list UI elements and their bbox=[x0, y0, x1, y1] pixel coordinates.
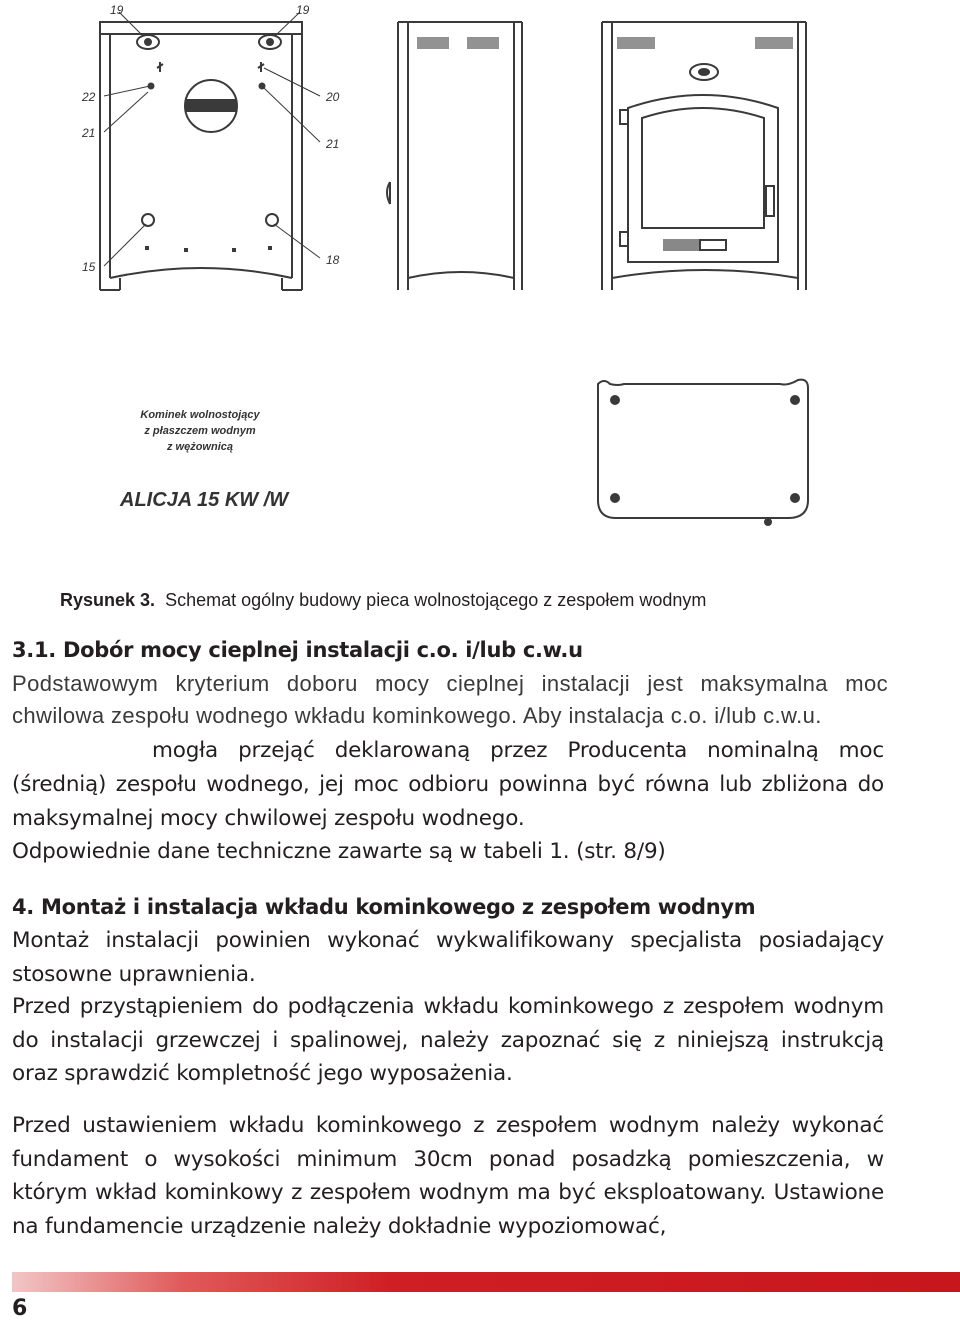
model-name: ALICJA 15 KW /W bbox=[120, 489, 289, 511]
callout-label: 21 bbox=[326, 137, 340, 151]
callout-label: 21 bbox=[82, 126, 96, 140]
callout-label: 20 bbox=[326, 90, 340, 104]
section-4-paragraph-2: Przed przystąpieniem do podłączenia wkładu kominkowego z zespołem wodnym do instalacji grzewczej i spalinowej, należy zapoznać się z niniejszą instrukcją oraz sprawdzić kompletność jego wyposażenia. bbox=[12, 994, 884, 1086]
caption-label: Rysunek 3. bbox=[60, 590, 156, 610]
section-3-1-intro: Podstawowym kryterium doboru mocy cieplnej instalacji jest maksymalna moc chwilowa zespołu wodnego wkładu kominkowego. Aby instalacja c.o. i/lub c.w.u. bbox=[12, 671, 888, 728]
model-description-line: Kominek wolnostojący bbox=[140, 409, 260, 421]
callout-label: 19 bbox=[296, 3, 310, 17]
section-heading-4: 4. Montaż i instalacja wkładu kominkowego z zespołem wodnym bbox=[12, 895, 756, 919]
model-description-line: z wężownicą bbox=[166, 441, 234, 453]
front-view-drawing bbox=[602, 22, 806, 290]
stove-schematic-figure bbox=[0, 0, 960, 570]
callout-label: 18 bbox=[326, 253, 340, 267]
callout-label: 19 bbox=[110, 3, 124, 17]
section-4-paragraph-1: Montaż instalacji powinien wykonać wykwalifikowany specjalista posiadający stosowne uprawnienia. bbox=[12, 928, 884, 987]
section-4-paragraph-3: Przed ustawieniem wkładu kominkowego z zespołem wodnym należy wykonać fundament o wysokości minimum 30cm ponad posadzką pomieszczenia, w którym wkład kominkowy z zespołem wodnym ma być eksploatowany. Ustawione na fundamencie urządzenie należy dokładnie wypoziomować, bbox=[12, 1113, 884, 1239]
section-heading-3-1: 3.1. Dobór mocy cieplnej instalacji c.o. i/lub c.w.u bbox=[12, 638, 583, 662]
caption-text: Schemat ogólny budowy pieca wolnostojącego z zespołem wodnym bbox=[165, 590, 707, 610]
top-view-drawing bbox=[598, 380, 808, 525]
side-view-drawing bbox=[387, 22, 522, 290]
rear-view-drawing bbox=[100, 12, 320, 290]
figure-caption bbox=[60, 590, 706, 611]
section-3-1-table-reference: Odpowiednie dane techniczne zawarte są w tabeli 1. (str. 8/9) bbox=[12, 839, 666, 864]
callout-label: 22 bbox=[82, 90, 96, 104]
section-3-1-body: mogła przejąć deklarowaną przez Producenta nominalną moc (średnią) zespołu wodnego, jej moc odbioru powinna być równa lub zbliżona do maksymalnej mocy chwilowej zespołu wodnego. bbox=[12, 738, 884, 831]
model-description-line: z płaszczem wodnym bbox=[144, 425, 256, 437]
footer-accent-bar bbox=[12, 1272, 960, 1292]
callout-label: 15 bbox=[82, 260, 96, 274]
page-number: 6 bbox=[12, 1296, 28, 1321]
